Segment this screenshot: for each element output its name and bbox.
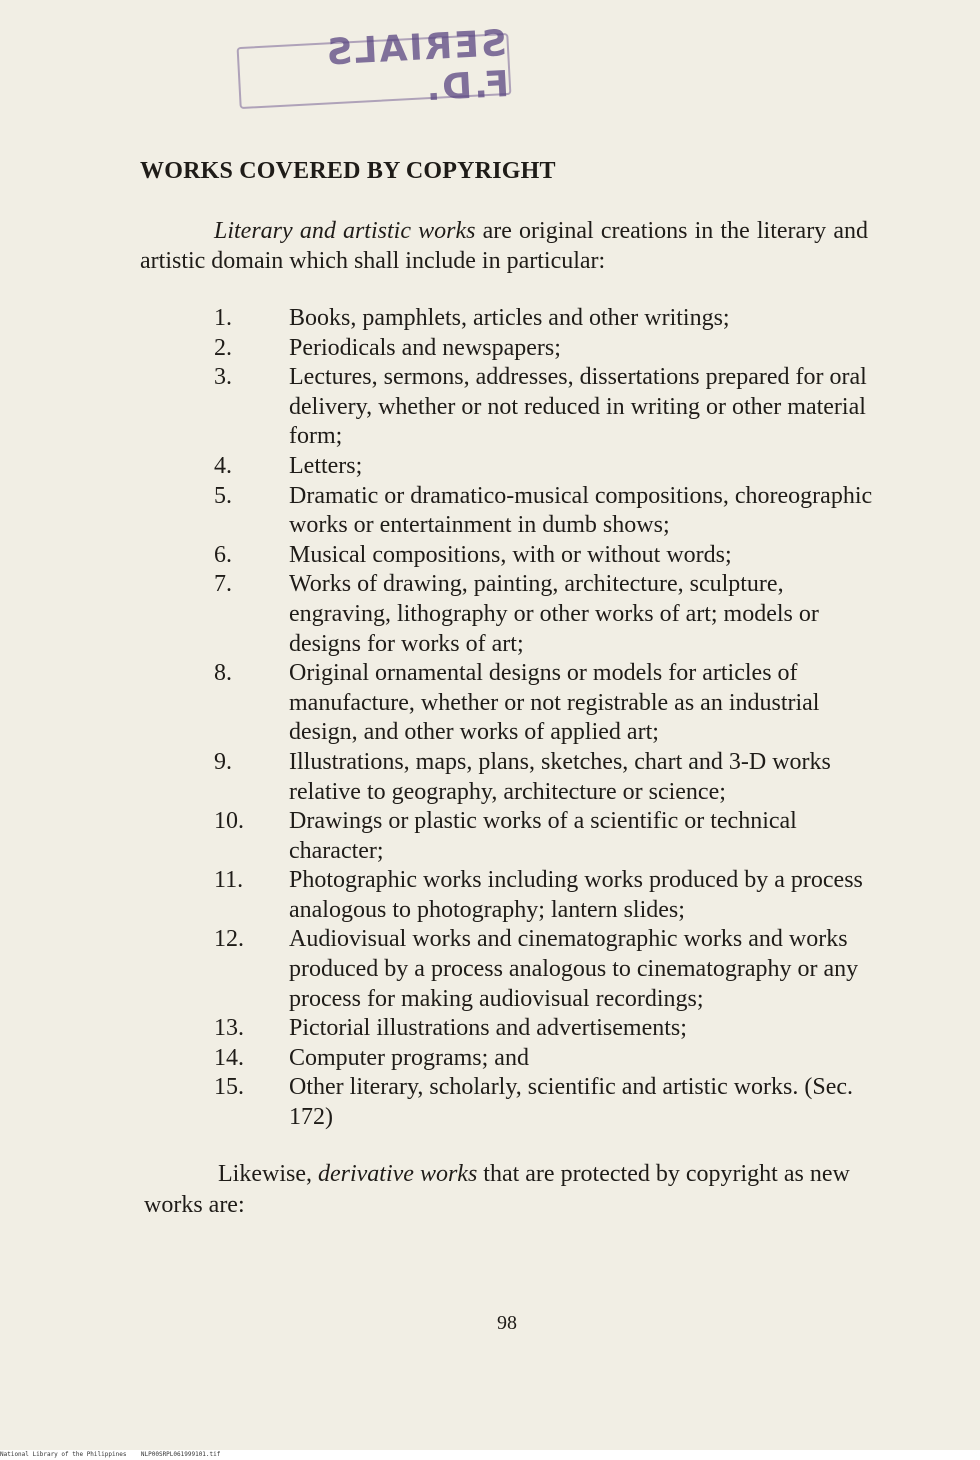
list-item xyxy=(214,541,874,571)
list-item xyxy=(214,304,874,334)
list-item-number: 10. xyxy=(214,808,244,835)
list-item xyxy=(214,807,874,866)
list-item-text: Books, pamphlets, articles and other writings; xyxy=(289,305,730,331)
list-item-text: Letters; xyxy=(289,452,363,479)
list-item-text: Works of drawing, painting, architecture, sculpture, engraving, lithography or other works of art; models or designs for works of art; xyxy=(289,571,819,657)
list-item-text: Dramatic or dramatico-musical compositions, choreographic works or entertainment in dumb shows; xyxy=(289,482,873,539)
intro-text: are original creations in the literary and artistic domain which shall include in particular: xyxy=(140,218,868,274)
list-item xyxy=(214,748,874,807)
list-item-text: Musical compositions, with or without words; xyxy=(289,541,732,568)
list-item-text: Illustrations, maps, plans, sketches, chart and 3-D works relative to geography, architecture or science; xyxy=(289,748,831,805)
footer-filename: NLP00SRPL061999101.tif xyxy=(140,1451,221,1458)
list-item-number: 7. xyxy=(214,571,232,598)
list-item-number: 14. xyxy=(214,1044,244,1071)
serials-stamp xyxy=(237,23,512,110)
page-number: 98 xyxy=(497,1312,517,1334)
section-heading: WORKS COVERED BY COPYRIGHT xyxy=(140,158,556,184)
list-item-number: 12. xyxy=(214,926,244,953)
footer-institution: National Library of the Philippines xyxy=(0,1451,127,1458)
list-item-number: 11. xyxy=(214,867,244,894)
list-item-number: 3. xyxy=(214,364,232,391)
list-item xyxy=(214,659,874,748)
works-list xyxy=(214,304,874,1133)
list-item xyxy=(214,452,874,482)
list-item xyxy=(214,1073,874,1132)
list-item xyxy=(214,482,874,541)
list-item-text: Photographic works including works produced by a process analogous to photography; lantern slides; xyxy=(289,867,863,923)
list-item-text: Lectures, sermons, addresses, dissertations prepared for oral delivery, whether or not reduced in writing or other material form; xyxy=(289,364,867,450)
outro-paragraph xyxy=(144,1159,874,1221)
list-item xyxy=(214,570,874,659)
list-item-number: 1. xyxy=(214,305,232,331)
list-item xyxy=(214,1014,874,1044)
list-item-number: 13. xyxy=(214,1015,244,1042)
intro-paragraph xyxy=(140,216,868,276)
intro-emphasis: Literary and artistic works xyxy=(214,218,476,244)
list-item-text: Computer programs; and xyxy=(289,1044,529,1071)
list-item xyxy=(214,866,874,925)
outro-text-after: that are protected by copyright as new works are: xyxy=(144,1161,850,1218)
list-item-number: 2. xyxy=(214,334,232,361)
scan-footer xyxy=(0,1450,980,1460)
outro-emphasis: derivative works xyxy=(317,1161,478,1187)
outro-text-before: Likewise, xyxy=(218,1161,318,1187)
list-item-number: 4. xyxy=(214,452,232,479)
list-item xyxy=(214,363,874,452)
stamp-text: SERIALS F.D. xyxy=(323,23,510,110)
list-item-text: Pictorial illustrations and advertisements; xyxy=(289,1015,687,1042)
list-item-number: 9. xyxy=(214,748,232,775)
list-item-text: Other literary, scholarly, scientific and artistic works. (Sec. 172) xyxy=(289,1074,854,1131)
list-item xyxy=(214,334,874,364)
list-item xyxy=(214,925,874,1014)
list-item-text: Original ornamental designs or models for articles of manufacture, whether or not registrable as an industrial design, and other works of applied art; xyxy=(289,660,820,746)
list-item-number: 8. xyxy=(214,660,232,687)
list-item xyxy=(214,1044,874,1074)
list-item-text: Periodicals and newspapers; xyxy=(289,334,561,361)
list-item-number: 6. xyxy=(214,541,232,568)
list-item-text: Drawings or plastic works of a scientific or technical character; xyxy=(289,808,797,864)
list-item-text: Audiovisual works and cinematographic works and works produced by a process analogous to cinematography or any process for making audiovisual recordings; xyxy=(289,926,859,1012)
list-item-number: 15. xyxy=(214,1074,244,1101)
list-item-number: 5. xyxy=(214,482,232,509)
